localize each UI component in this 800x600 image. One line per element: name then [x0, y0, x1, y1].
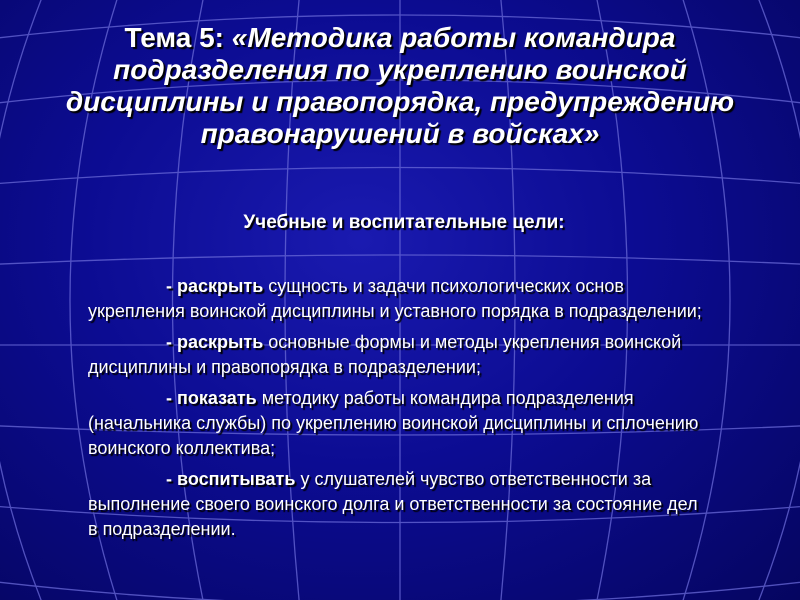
goal-lead: - показать: [166, 388, 257, 408]
title-quote: «Методика работы командира подразделения по укреплению воинской дисциплины и правопорядка, предупреждению правонарушений в войсках»: [65, 22, 735, 149]
goal-text: основные формы и методы укрепления воинской дисциплины и правопорядка в подразделении;: [88, 332, 682, 377]
goal-lead: - раскрыть: [166, 276, 264, 296]
goal-lead: - воспитывать: [166, 469, 296, 489]
goal-text: сущность и задачи психологических основ укрепления воинской дисциплины и уставного порядка в подразделении;: [88, 276, 702, 321]
slide-title: [60, 22, 740, 150]
goal-item: [88, 467, 708, 542]
slide-subtitle: Учебные и воспитательные цели:: [243, 212, 565, 233]
title-topic: Тема 5:: [124, 22, 232, 53]
goal-lead: - раскрыть: [166, 332, 264, 352]
goal-text: методику работы командира подразделения (начальника службы) по укреплению воинской дисциплины и сплочению воинского коллектива;: [88, 388, 699, 458]
goal-item: [88, 330, 708, 380]
goals-list: [88, 274, 708, 548]
goal-text: у слушателей чувство ответственности за выполнение своего воинского долга и ответственности за состояние дел в подразделении.: [88, 469, 698, 539]
goal-item: [88, 274, 708, 324]
goal-item: [88, 386, 708, 461]
